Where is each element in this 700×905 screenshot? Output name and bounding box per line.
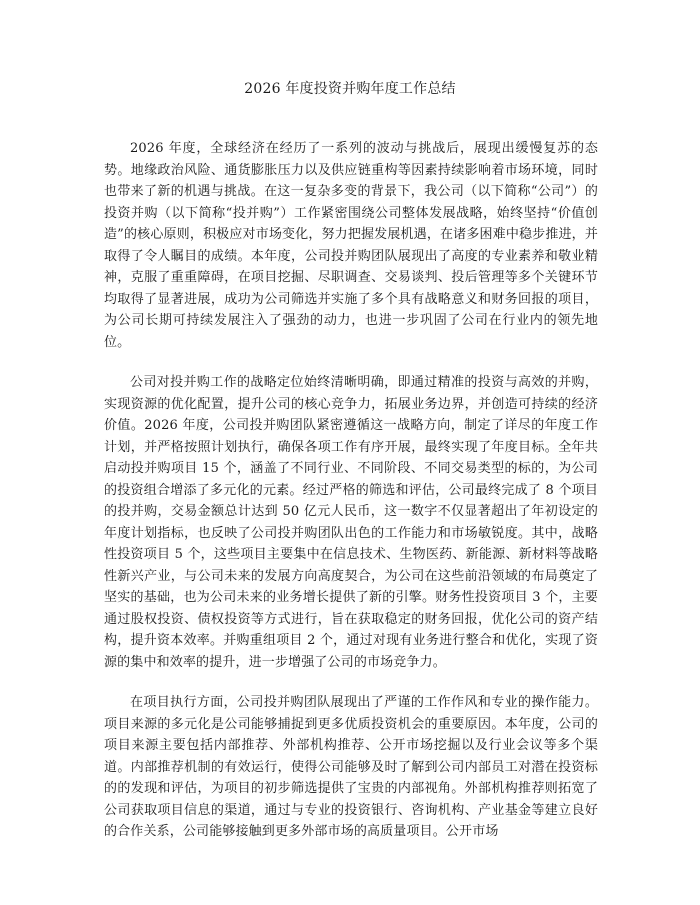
- document-body: [104, 138, 598, 862]
- paragraph-1: 2026 年度，全球经济在经历了一系列的波动与挑战后，展现出缓慢复苏的态势。地缘政治风险、通货膨胀压力以及供应链重构等因素持续影响着市场环境，同时也带来了新的机遇与挑战。在这一复杂多变的背景下，我公司（以下简称“公司”）的投资并购（以下简称“投并购”）工作紧密围绕公司整体发展战略，始终坚持“价值创造”的核心原则，积极应对市场变化，努力把握发展机遇，在诸多困难中稳步推进，并取得了令人瞩目的成绩。本年度，公司投并购团队展现出了高度的专业素养和敬业精神，克服了重重障碍，在项目挖掘、尽职调查、交易谈判、投后管理等多个关键环节均取得了显著进展，成功为公司筛选并实施了多个具有战略意义和财务回报的项目，为公司长期可持续发展注入了强劲的动力，也进一步巩固了公司在行业内的领先地位。: [104, 141, 598, 350]
- paragraph-2: 公司对投并购工作的战略定位始终清晰明确，即通过精准的投资与高效的并购，实现资源的优化配置，提升公司的核心竞争力，拓展业务边界，并创造可持续的经济价值。2026 年度，公司投并购团队紧密遵循这一战略方向，制定了详尽的年度工作计划，并严格按照计划执行，确保各项工作有序开展，最终实现了年度目标。全年共启动投并购项目 15 个，涵盖了不同行业、不同阶段、不同交易类型的标的，为公司的投资组合增添了多元化的元素。经过严格的筛选和评估，公司最终完成了 8 个项目的投并购，交易金额总计达到 50 亿元人民币，这一数字不仅显著超出了年初设定的年度计划指标，也反映了公司投并购团队出色的工作能力和市场敏锐度。其中，战略性投资项目 5 个，这些项目主要集中在信息技术、生物医药、新能源、新材料等战略性新兴产业，与公司未来的发展方向高度契合，为公司在这些前沿领域的布局奠定了坚实的基础，也为公司未来的业务增长提供了新的引擎。财务性投资项目 3 个，主要通过股权投资、债权投资等方式进行，旨在获取稳定的财务回报，优化公司的资产结构，提升资本效率。并购重组项目 2 个，通过对现有业务进行整合和优化，实现了资源的集中和效率的提升，进一步增强了公司的市场竞争力。: [104, 375, 598, 670]
- document-title: 2026 年度投资并购年度工作总结: [244, 81, 456, 97]
- paragraph-3: 在项目执行方面，公司投并购团队展现出了严谨的工作作风和专业的操作能力。项目来源的多元化是公司能够捕捉到更多优质投资机会的重要原因。本年度，公司的项目来源主要包括内部推荐、外部机构推荐、公开市场挖掘以及行业会议等多个渠道。内部推荐机制的有效运行，使得公司能够及时了解到公司内部员工对潜在投资标的的发现和评估，为项目的初步筛选提供了宝贵的内部视角。外部机构推荐则拓宽了公司获取项目信息的渠道，通过与专业的投资银行、咨询机构、产业基金等建立良好的合作关系，公司能够接触到更多外部市场的高质量项目。公开市场: [104, 695, 598, 839]
